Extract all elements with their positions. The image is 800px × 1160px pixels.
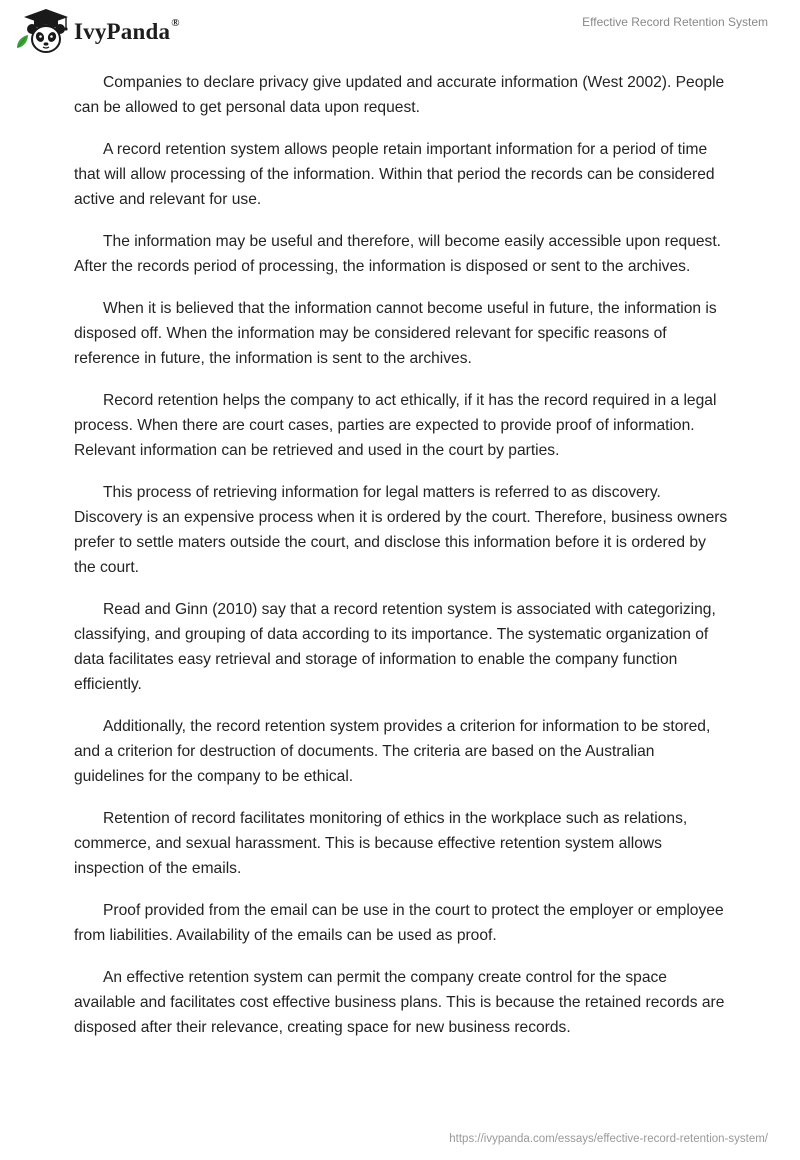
paragraph-8: Additionally, the record retention system provides a criterion for information to be stored, and a criterion for destruction of documents. The criteria are based on the Australian guidelines for the company to be ethical. — [74, 718, 711, 785]
brand-name: IvyPanda® — [74, 17, 180, 44]
paragraph-11: An effective retention system can permit the company create control for the space available and facilitates cost effective business plans. This is because the retained records are disposed after their relevance, creating space for new business records. — [74, 969, 725, 1036]
page-header — [0, 0, 800, 60]
source-url-link[interactable]: https://ivypanda.com/essays/effective-record-retention-system/ — [449, 1133, 768, 1145]
document-title: Effective Record Retention System — [582, 15, 768, 29]
panda-graduation-cap-icon — [14, 8, 72, 54]
paragraph-5: Record retention helps the company to act ethically, if it has the record required in a legal process. When there are court cases, parties are expected to provide proof of information. Relevant information can be retrieved and used in the court by parties. — [74, 392, 717, 459]
paragraph-9: Retention of record facilitates monitoring of ethics in the workplace such as relations, commerce, and sexual harassment. This is because effective retention system allows inspection of the emails. — [74, 810, 688, 877]
paragraph-2: A record retention system allows people retain important information for a period of time that will allow processing of the information. Within that period the records can be considered active and relevant for use. — [74, 141, 715, 208]
paragraph-3: The information may be useful and therefore, will become easily accessible upon request. After the records period of processing, the information is disposed or sent to the archives. — [74, 233, 722, 275]
paragraph-7: Read and Ginn (2010) say that a record retention system is associated with categorizing, classifying, and grouping of data according to its importance. The systematic organization of data facilitates easy retrieval and storage of information to enable the company function efficiently. — [74, 601, 716, 693]
paragraph-6: This process of retrieving information for legal matters is referred to as discovery. Discovery is an expensive process when it is ordered by the court. Therefore, business owners prefer to settle maters outside the court, and disclose this information before it is ordered by the court. — [74, 484, 728, 576]
ivypanda-logo[interactable] — [14, 8, 180, 54]
paragraph-1: Companies to declare privacy give updated and accurate information (West 2002). People can be allowed to get personal data upon request. — [74, 74, 725, 116]
paragraph-10: Proof provided from the email can be use in the court to protect the employer or employee from liabilities. Availability of the emails can be used as proof. — [74, 902, 724, 944]
article-body — [74, 70, 728, 1057]
registered-mark: ® — [171, 17, 180, 29]
paragraph-4: When it is believed that the information cannot become useful in future, the information is disposed off. When the information may be considered relevant for specific reasons of reference in future, the information is sent to the archives. — [74, 300, 717, 367]
